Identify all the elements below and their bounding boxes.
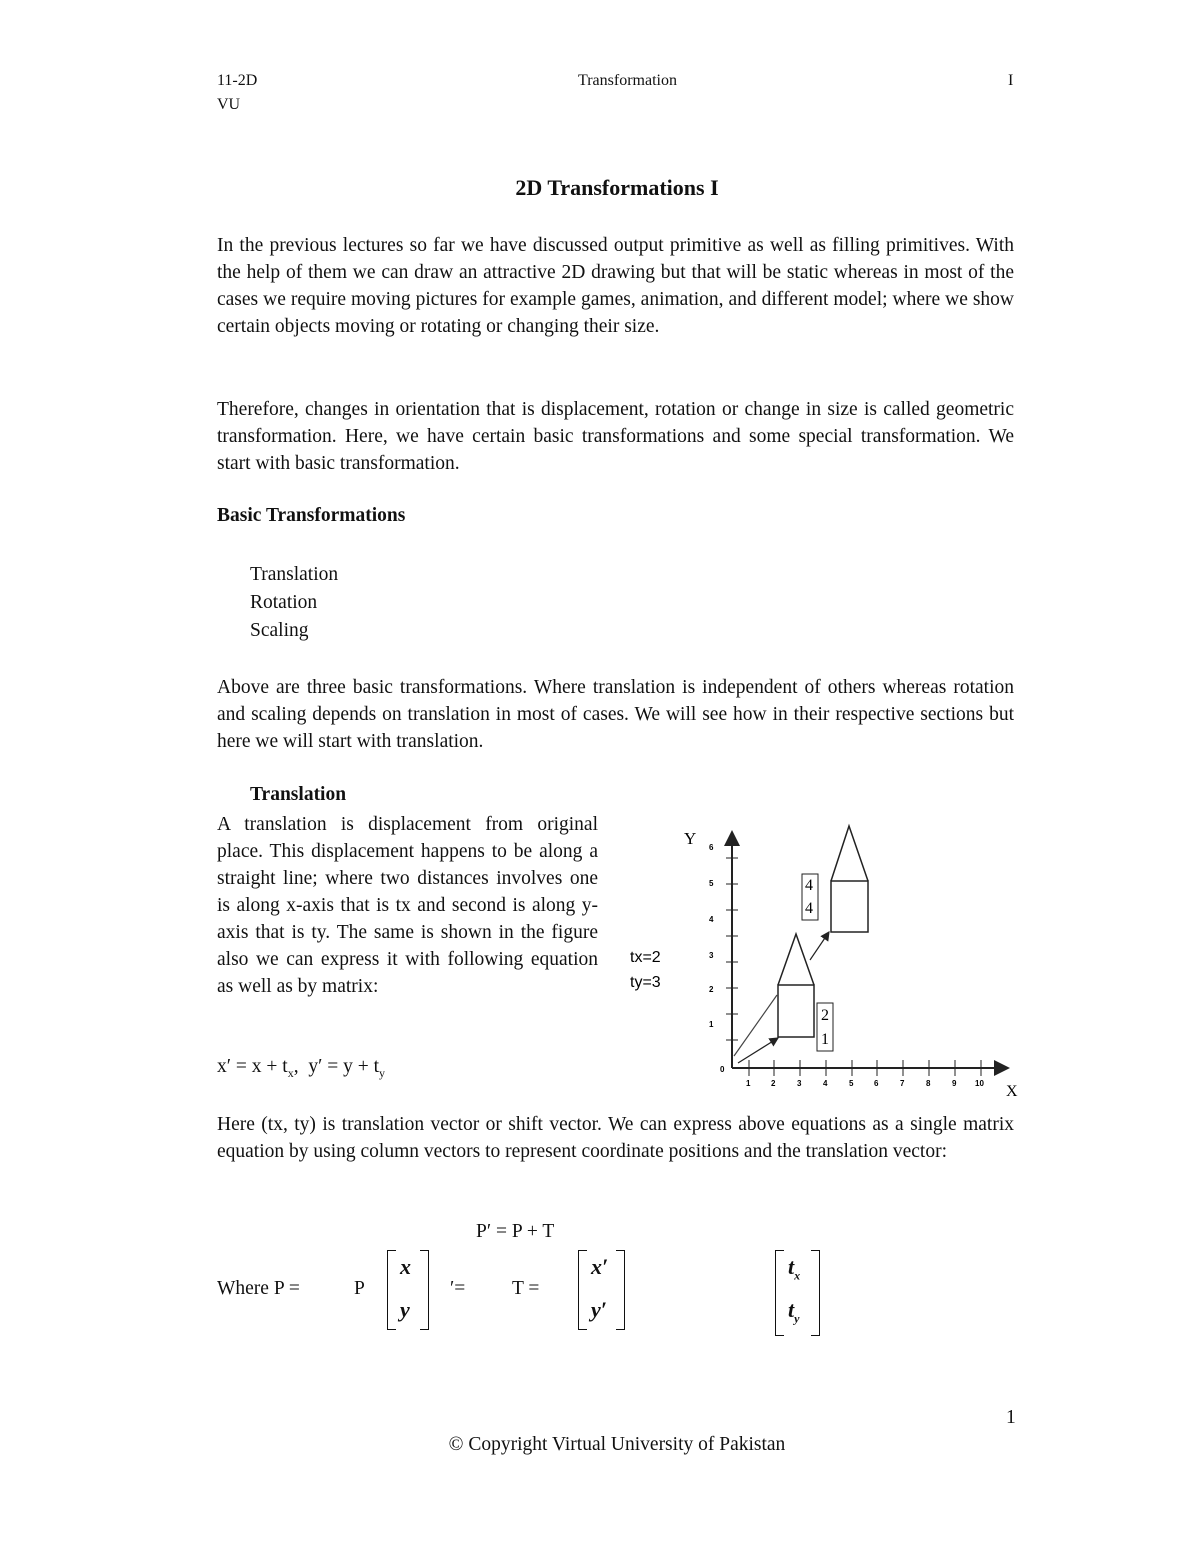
x-tick: 8 [926, 1079, 931, 1088]
y-tick: 3 [709, 951, 714, 960]
y-tick: 4 [709, 915, 714, 924]
matrix-equation: P′ = P + T [476, 1221, 555, 1242]
matrix-pp-y: y′ [591, 1297, 607, 1322]
original-shape [778, 934, 814, 1037]
translation-arrow [810, 932, 829, 960]
vector-4-4 [802, 874, 818, 920]
list-item-translation: Translation [250, 564, 339, 585]
equation-x: x′ = x + t [217, 1056, 288, 1077]
y-axis-label: Y [684, 829, 697, 848]
x-tick: 1 [746, 1079, 751, 1088]
svg-text:2: 2 [821, 1007, 829, 1024]
x-tick: 9 [952, 1079, 957, 1088]
header-left: 11-2D [217, 72, 258, 89]
second-paragraph: Therefore, changes in orientation that is displacement, rotation or change in size is called geometric transformation. Here, we have certain basic transformations and some special transformation. We start with basic transformation. [217, 399, 1014, 474]
tx-label: tx=2 [630, 949, 661, 966]
header-left-2: VU [217, 96, 241, 113]
translation-paragraph: A translation is displacement from original place. This displacement happens to be along a straight line; where two distances involves one is along x-axis that is tx and second is along y-axis that is ty. The same is shown in the figure also we can express it with following equation as well as by matrix: [217, 814, 598, 997]
x-tick: 3 [797, 1079, 802, 1088]
x-tick: 5 [849, 1079, 854, 1088]
translation-figure [620, 820, 1030, 1102]
matrix-p-y: y [400, 1297, 410, 1322]
svg-text:4: 4 [805, 900, 813, 917]
prime-equals: ′= [450, 1278, 466, 1299]
x-axis-label: X [1006, 1083, 1018, 1100]
x-tick: 2 [771, 1079, 776, 1088]
y-tick: 6 [709, 843, 714, 852]
equation-sep: , [293, 1056, 299, 1077]
y-tick: 1 [709, 1020, 714, 1029]
p-label: P [354, 1278, 365, 1299]
matrix-p-x: x [400, 1254, 411, 1279]
matrix-t-x: $t_x$ [788, 1254, 801, 1283]
equation-x-sub: x [287, 1065, 294, 1080]
list-item-rotation: Rotation [250, 592, 318, 613]
x-tick: 4 [823, 1079, 828, 1088]
equation-y-sub: y [379, 1065, 385, 1080]
y-tick: 2 [709, 985, 714, 994]
translated-shape [831, 826, 868, 932]
list-item-scaling: Scaling [250, 620, 309, 641]
header-right: I [1008, 72, 1014, 89]
x-tick: 6 [874, 1079, 879, 1088]
basic-heading: Basic Transformations [217, 505, 406, 526]
equation-y: y′ = y + t [308, 1056, 379, 1077]
header-center: Transformation [578, 72, 677, 89]
copyright: © Copyright Virtual University of Pakistan [448, 1434, 786, 1455]
where-p-label: Where P = [217, 1278, 300, 1299]
basic-paragraph: Above are three basic transformations. Where translation is independent of others whereas rotation and scaling depends on translation in most of cases. We will see how in their respective sections but here we will start with translation. [217, 677, 1014, 752]
t-equals: T = [512, 1278, 540, 1299]
translation-equation [217, 1056, 385, 1081]
svg-text:1: 1 [821, 1031, 829, 1048]
svg-text:4: 4 [805, 877, 813, 894]
x-tick: 10 [975, 1079, 984, 1088]
page-number: 1 [1006, 1407, 1016, 1428]
matrix-pp-x: x′ [591, 1254, 609, 1279]
origin-label: 0 [720, 1065, 725, 1074]
intro-paragraph: In the previous lectures so far we have discussed output primitive as well as filling primitives. With the help of them we can draw an attractive 2D drawing but that will be static whereas in most of the cases we require moving pictures for example games, animation, and different model; where we show certain objects moving or rotating or changing their size. [217, 235, 1014, 337]
vector-paragraph: Here (tx, ty) is translation vector or shift vector. We can express above equations as a single matrix equation by using column vectors to represent coordinate positions and the translation vector: [217, 1114, 1014, 1162]
translation-heading: Translation [250, 784, 347, 805]
page-title: 2D Transformations I [515, 175, 719, 200]
ty-label: ty=3 [630, 974, 661, 991]
vector-2-1 [817, 1003, 833, 1051]
x-tick: 7 [900, 1079, 905, 1088]
origin-line [734, 995, 777, 1056]
y-tick: 5 [709, 879, 714, 888]
matrix-t-y: $t_y$ [788, 1297, 800, 1326]
